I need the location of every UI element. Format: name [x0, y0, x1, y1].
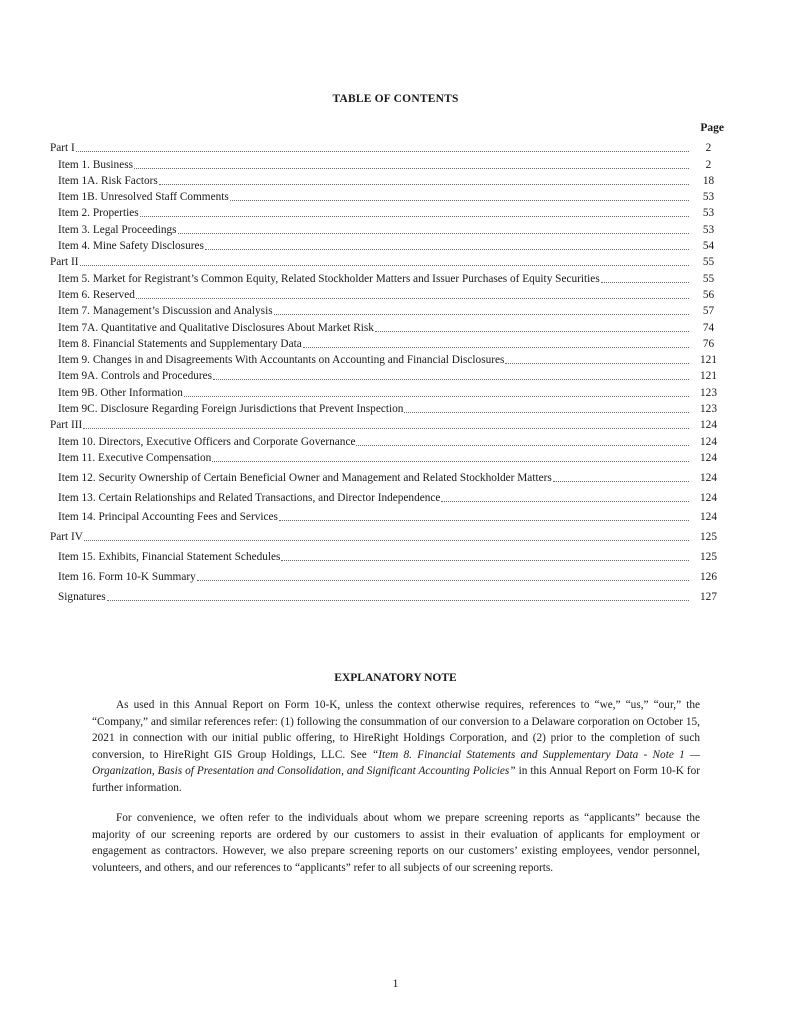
item-8-reference: “Item 8. Financial Statements and Supplementary Data - Note 1 — Organization, Basis of Presentation and Consolidation, and Significant Accounting Policies” — [92, 748, 700, 777]
toc-entry-item-1a[interactable]: Item 1A. Risk Factors 18 — [58, 174, 715, 187]
explanatory-paragraph-2: For convenience, we often refer to the individuals about whom we prepare screening reports as “applicants” because the majority of our screening reports are ordered by our customers to assist in their evaluation of applicants for employment or engagement as contractors. However, we also prepare screening reports on our customers’ existing employees, vendor personnel, volunteers, and others, and our references to “applicants” refer to all subjects of our screening reports. — [92, 812, 700, 874]
toc-entry-item-10[interactable]: Item 10. Directors, Executive Officers and Corporate Governance 124 — [58, 435, 717, 448]
toc-entry-item-4[interactable]: Item 4. Mine Safety Disclosures 54 — [58, 240, 715, 253]
toc-entry-item-9a[interactable]: Item 9A. Controls and Procedures 121 — [58, 370, 717, 383]
toc-title: TABLE OF CONTENTS — [332, 93, 459, 105]
toc-entry-part-1[interactable]: Part I 2 — [50, 142, 712, 155]
toc-entry-item-14[interactable]: Item 14. Principal Accounting Fees and Services 124 — [58, 511, 717, 524]
explanatory-note-title: EXPLANATORY NOTE — [334, 672, 457, 684]
toc-entry-item-16[interactable]: Item 16. Form 10-K Summary 126 — [58, 570, 717, 583]
toc-entry-item-7a[interactable]: Item 7A. Quantitative and Qualitative Disclosures About Market Risk 74 — [58, 321, 715, 334]
page-number: 1 — [392, 978, 399, 990]
toc-entry-item-8[interactable]: Item 8. Financial Statements and Supplementary Data 76 — [58, 337, 715, 350]
toc-entry-item-13[interactable]: Item 13. Certain Relationships and Related Transactions, and Director Independence 124 — [58, 491, 717, 504]
toc-entry-item-2[interactable]: Item 2. Properties 53 — [58, 207, 715, 220]
toc-entry-item-6[interactable]: Item 6. Reserved 56 — [58, 288, 715, 301]
toc-entry-signatures[interactable]: Signatures 127 — [58, 590, 717, 603]
toc-entry-item-12[interactable]: Item 12. Security Ownership of Certain Beneficial Owner and Management and Related Stockholder Matters 124 — [58, 471, 717, 484]
toc-entry-item-5[interactable]: Item 5. Market for Registrant’s Common Equity, Related Stockholder Matters and Issuer Purchases of Equity Securities 55 — [58, 272, 715, 285]
toc-entry-item-1[interactable]: Item 1. Business 2 — [58, 158, 712, 171]
toc-entry-part-3[interactable]: Part III 124 — [50, 419, 717, 432]
explanatory-paragraph-1: As used in this Annual Report on Form 10-K, unless the context otherwise requires, references to “we,” “us,” “our,” the “Company,” and similar references refer: (1) following the consummation of our conversion to a Delaware corporation on October 15, 2021 in connection with our initial public offering, to HireRight Holdings Corporation, and (2) prior to the completion of such conversion, to HireRight GIS Group Holdings, LLC. See “Item 8. Financial Statements and Supplementary Data - Note 1 — Organization, Basis of Presentation and Consolidation, and Significant Accounting Policies” in this Annual Report on Form 10-K for further information. — [92, 699, 701, 794]
toc-entry-item-7[interactable]: Item 7. Management’s Discussion and Analysis 57 — [58, 305, 715, 318]
toc-entry-item-9b[interactable]: Item 9B. Other Information 123 — [58, 386, 717, 399]
page-column-header: Page — [700, 122, 724, 134]
toc-entry-part-2[interactable]: Part II 55 — [50, 256, 715, 269]
toc-entry-item-1b[interactable]: Item 1B. Unresolved Staff Comments 53 — [58, 191, 715, 204]
toc-entry-item-3[interactable]: Item 3. Legal Proceedings 53 — [58, 223, 715, 236]
toc-entry-part-4[interactable]: Part IV 125 — [50, 531, 717, 544]
toc-entry-item-11[interactable]: Item 11. Executive Compensation 124 — [58, 451, 717, 464]
toc-entry-item-15[interactable]: Item 15. Exhibits, Financial Statement Schedules 125 — [58, 550, 717, 563]
toc-entry-item-9c[interactable]: Item 9C. Disclosure Regarding Foreign Jurisdictions that Prevent Inspection 123 — [58, 403, 717, 416]
toc-entry-item-9[interactable]: Item 9. Changes in and Disagreements With Accountants on Accounting and Financial Disclosures 121 — [58, 354, 717, 367]
table-of-contents — [50, 139, 724, 604]
